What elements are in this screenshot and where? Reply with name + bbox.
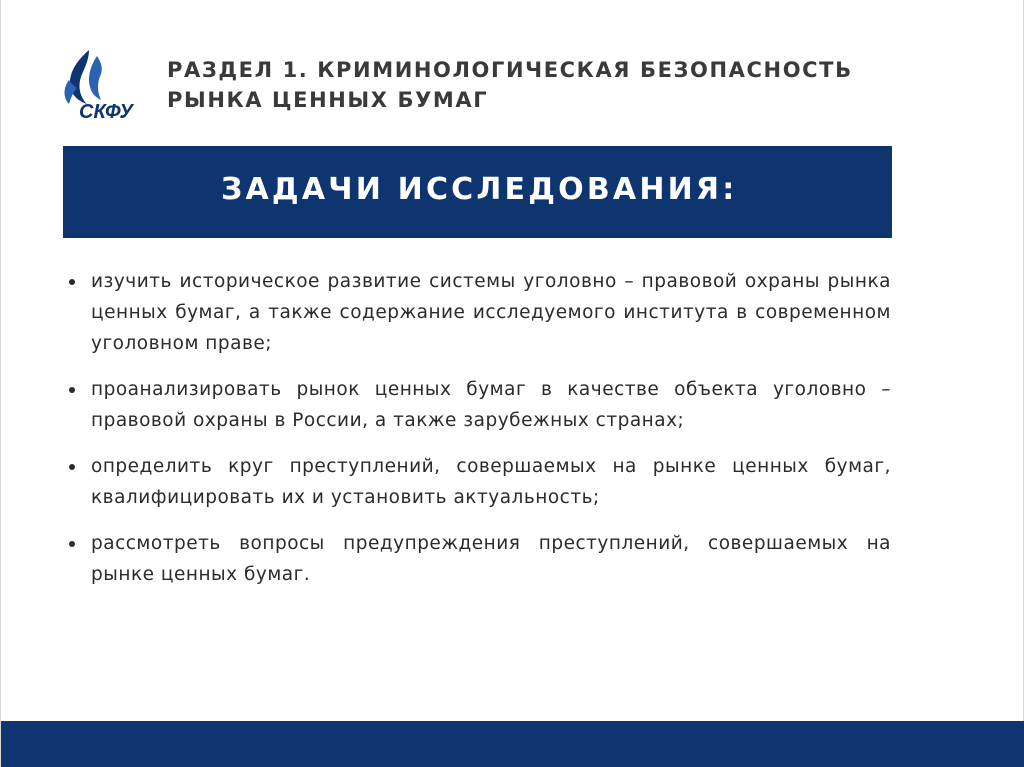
banner-title: ЗАДАЧИ ИССЛЕДОВАНИЯ:: [221, 172, 738, 207]
list-item: [69, 374, 891, 436]
task-text: определить круг преступлений, совершаемых на рынке ценных бумаг, квалифицировать их и установить актуальность;: [91, 456, 891, 508]
section-title: РАЗДЕЛ 1. КРИМИНОЛОГИЧЕСКАЯ БЕЗОПАСНОСТЬ РЫНКА ЦЕННЫХ БУМАГ: [167, 58, 853, 112]
bullet-icon: [69, 464, 75, 470]
bullet-icon: [69, 387, 75, 393]
title-banner: [63, 146, 892, 238]
bullet-icon: [69, 541, 75, 547]
task-text: проанализировать рынок ценных бумаг в качестве объекта уголовно – правовой охраны в России, а также зарубежных странах;: [91, 379, 891, 431]
logo-text: СКФУ: [79, 101, 133, 122]
skfu-logo: [59, 46, 151, 122]
task-text: рассмотреть вопросы предупреждения преступлений, совершаемых на рынке ценных бумаг.: [91, 533, 891, 585]
footer-bar: [1, 721, 1024, 767]
list-item: [69, 528, 891, 590]
list-item: [69, 451, 891, 513]
bullet-icon: [69, 279, 75, 285]
skfu-logo-mark: [59, 46, 151, 122]
list-item: [69, 266, 891, 359]
task-text: изучить историческое развитие системы уголовно – правовой охраны рынка ценных бумаг, а также содержание исследуемого института в современном уголовном праве;: [91, 271, 891, 354]
task-list: [69, 266, 891, 605]
